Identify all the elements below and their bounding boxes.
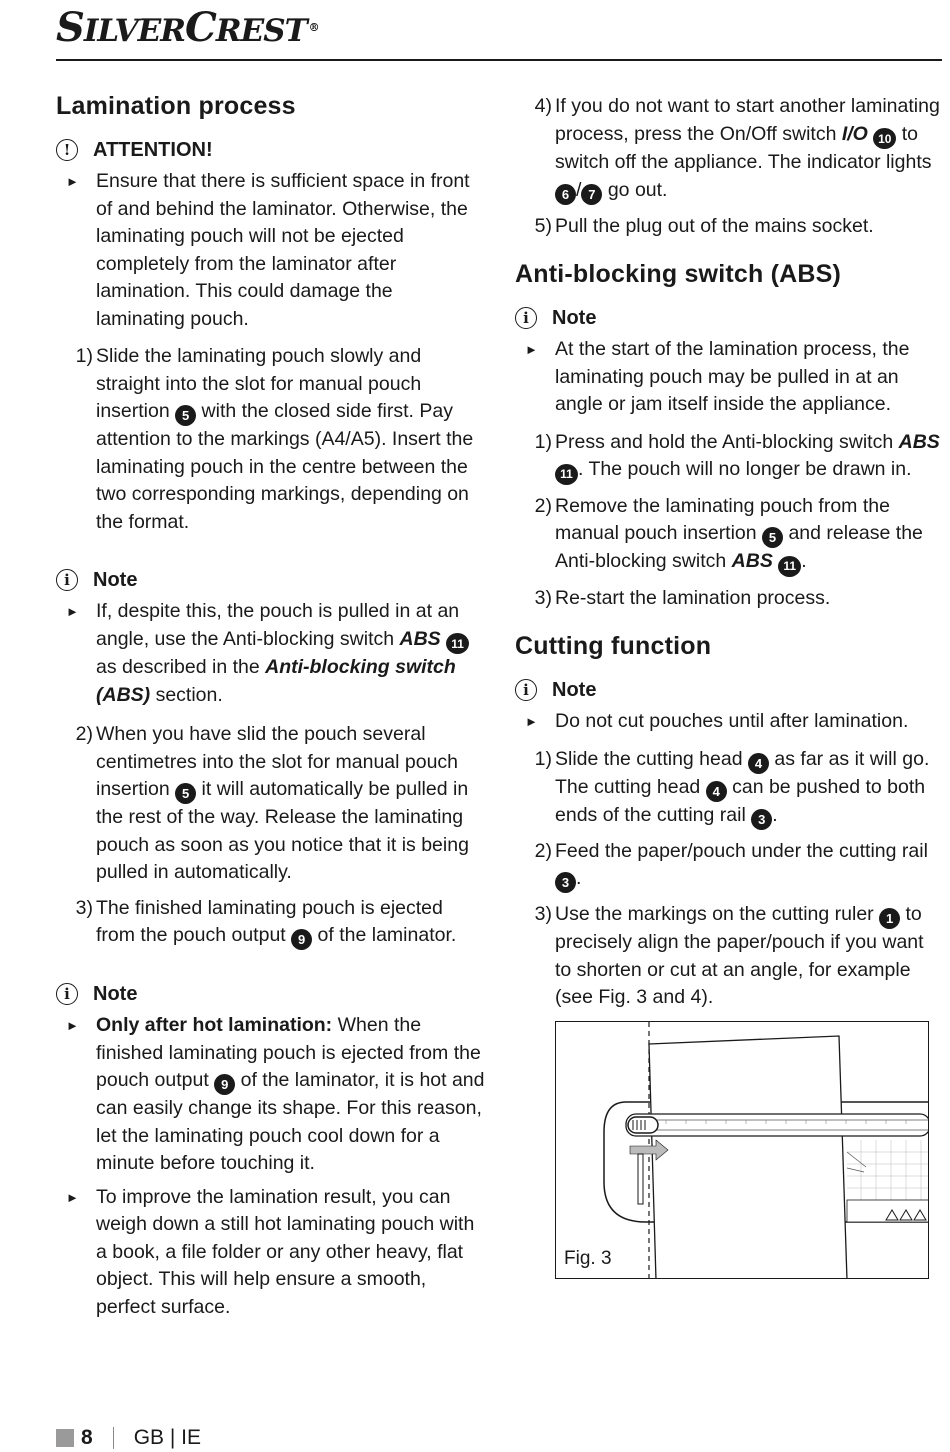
step-2: 2) When you have slid the pouch several centimetres into the slot for manual pouch insertion 5 it will automatically be pulled in the rest of the way. Release the laminating pouch as soon as you notice that it is being pulled in automatically. [75,723,469,883]
bullet-arrow-icon: ► [66,1189,79,1205]
abs-step-2: 2) Remove the laminating pouch from the manual pouch insertion 5 and release the Anti-blocking switch ABS 11 . [515,493,943,577]
callout-5: 5 [762,527,783,548]
step-4: 4) If you do not want to start another laminating process, press the On/Off switch I/O 10 to switch off the appliance. The indicator lights 6 / 7 go out. [515,93,943,205]
header-rule [56,59,942,61]
step-5: 5) Pull the plug out of the mains socket. [534,214,874,237]
info-icon: i [56,569,78,591]
footer-square-icon [56,1429,74,1447]
abs-step-3: 3) Re-start the lamination process. [534,586,831,609]
callout-11: 11 [778,556,801,577]
callout-9: 9 [214,1074,235,1095]
bullet-arrow-icon: ► [525,342,538,357]
page-number: 8 [81,1426,93,1449]
callout-9: 9 [291,929,312,950]
callout-10: 10 [873,128,896,149]
section-title-cutting: Cutting function [515,632,712,660]
callout-3: 3 [555,872,576,893]
callout-3: 3 [751,809,772,830]
note-heading: i Note [515,304,943,332]
bullet-arrow-icon: ► [525,714,538,729]
attention-heading: ! ATTENTION! [56,136,486,164]
note-bullet: ► Only after hot lamination: When the finished laminating pouch is ejected from the pouch output 9 of the laminator, it is hot and can easily change its shape. For this reason, let the laminating pouch cool down for a minute before touching it. [56,1012,486,1178]
attention-icon: ! [56,139,78,161]
callout-1: 1 [879,908,900,929]
section-title-lamination: Lamination process [56,92,296,120]
callout-5: 5 [175,405,196,426]
note-heading: i Note [56,566,486,594]
figure-3 [555,1021,929,1279]
callout-6: 6 [555,184,576,205]
callout-5: 5 [175,783,196,804]
note-bullet: ► At the start of the lamination process, the laminating pouch may be pulled in at an angle or jam itself inside the appliance. [515,336,943,419]
note-bullet: ► Do not cut pouches until after lamination. [515,708,943,736]
note-bullet: ► If, despite this, the pouch is pulled in at an angle, use the Anti-blocking switch ABS 11 as described in the Anti-blocking switch (ABS) section. [56,598,486,709]
step-3: 3) The finished laminating pouch is ejected from the pouch output 9 of the laminator. [56,895,486,951]
brand-logo: SILVERCREST ® [56,4,319,51]
note-heading: i Note [515,676,943,704]
info-icon: i [515,679,537,701]
attention-bullet: ► Ensure that there is sufficient space in front of and behind the laminator. Otherwise, the laminating pouch will not be ejected completely from the laminator after lamination. This could damage the laminating pouch. [56,168,486,333]
callout-11: 11 [555,464,578,485]
laminator-illustration [556,1022,929,1279]
note-heading: i Note [56,980,486,1008]
language-code: GB | IE [133,1426,201,1449]
cut-step-3: 3) Use the markings on the cutting ruler 1 to precisely align the paper/pouch if you want to shorten or cut at an angle, for example (see Fig. 3 and 4). [534,903,924,1008]
note-bullet: ► To improve the lamination result, you can weigh down a still hot laminating pouch with a book, a file folder or any other heavy, flat object. This will help ensure a smooth, perfect surface. [56,1184,486,1322]
info-icon: i [515,307,537,329]
right-column [515,93,943,1020]
footer-divider [113,1427,114,1449]
page-footer [56,1426,201,1450]
abs-step-1: 1) Press and hold the Anti-blocking switch ABS 11 . The pouch will no longer be drawn in. [515,429,943,485]
bullet-arrow-icon: ► [66,1018,79,1033]
bullet-arrow-icon: ► [66,604,79,619]
callout-7: 7 [581,184,602,205]
info-icon: i [56,983,78,1005]
figure-label: Fig. 3 [564,1248,612,1269]
cut-step-2: 2) Feed the paper/pouch under the cutting rail 3 . [515,838,943,894]
step-1: 1) Slide the laminating pouch slowly and straight into the slot for manual pouch insertion 5 with the closed side first. Pay attention to the markings (A4/A5). Insert the laminating pouch in the centre between the two corresponding markings, depending on the format. [75,345,474,533]
left-column [56,90,486,1327]
bullet-arrow-icon: ► [66,174,79,189]
callout-4: 4 [748,753,769,774]
section-title-abs: Anti-blocking switch (ABS) [515,260,842,288]
callout-4: 4 [706,781,727,802]
cut-step-1: 1) Slide the cutting head 4 as far as it will go. The cutting head 4 can be pushed to both ends of the cutting rail 3 . [515,746,943,830]
callout-11: 11 [446,633,469,654]
